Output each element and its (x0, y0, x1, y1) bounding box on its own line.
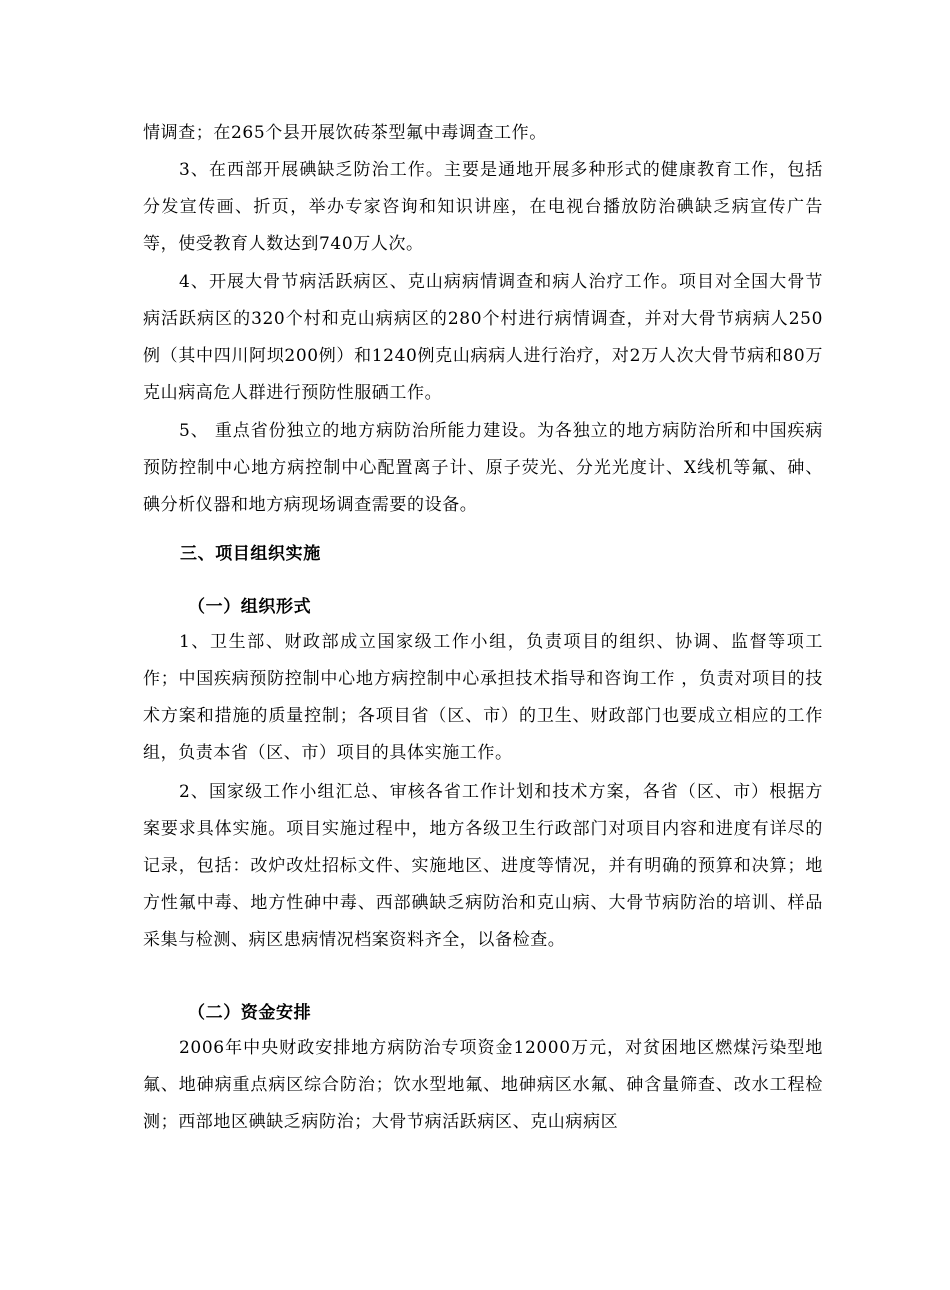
continuation-paragraph: 情调查；在265个县开展饮砖茶型氟中毒调查工作。 (143, 123, 547, 143)
section-3-heading: 三、项目组织实施 (180, 544, 321, 564)
subsection-funding-heading: （二）资金安排 (188, 1003, 312, 1023)
item-4-paragraph: 4、开展大骨节病活跃病区、克山病病情调查和病人治疗工作。项目对全国大骨节病活跃病区的320个村和克山病病区的280个村进行病情调查，并对大骨节病病人250例（其中四川阿坝200例）和1240例克山病病人进行治疗，对2万人次大骨节病和80万克山病高危人群进行预防性服硒工作。 (143, 272, 823, 403)
item-5-paragraph: 5、 重点省份独立的地方病防治所能力建设。为各独立的地方病防治所和中国疾病预防控制中心地方病控制中心配置离子计、原子荧光、分光光度计、X线机等氟、砷、碘分析仪器和地方病现场调查需要的设备。 (143, 421, 823, 515)
subsection-organization-heading: （一）组织形式 (188, 597, 312, 617)
organization-item-1-paragraph: 1、卫生部、财政部成立国家级工作小组，负责项目的组织、协调、监督等项工作；中国疾病预防控制中心地方病控制中心承担技术指导和咨询工作 ，负责对项目的技术方案和措施的质量控制；各项目省（区、市）的卫生、财政部门也要成立相应的工作组，负责本省（区、市）项目的具体实施工作。 (143, 632, 823, 763)
item-3-paragraph: 3、在西部开展碘缺乏防治工作。主要是通地开展多种形式的健康教育工作，包括分发宣传画、折页，举办专家咨询和知识讲座，在电视台播放防治碘缺乏病宣传广告等，使受教育人数达到740万人次。 (143, 160, 823, 254)
organization-item-2-paragraph: 2、国家级工作小组汇总、审核各省工作计划和技术方案，各省（区、市）根据方案要求具体实施。项目实施过程中，地方各级卫生行政部门对项目内容和进度有详尽的记录，包括：改炉改灶招标文件、实施地区、进度等情况，并有明确的预算和决算；地方性氟中毒、地方性砷中毒、西部碘缺乏病防治和克山病、大骨节病防治的培训、样品采集与检测、病区患病情况档案资料齐全，以备检查。 (143, 782, 823, 950)
funding-paragraph: 2006年中央财政安排地方病防治专项资金12000万元，对贫困地区燃煤污染型地氟、地砷病重点病区综合防治；饮水型地氟、地砷病区水氟、砷含量筛查、改水工程检测；西部地区碘缺乏病防治；大骨节病活跃病区、克山病病区 (143, 1038, 823, 1132)
